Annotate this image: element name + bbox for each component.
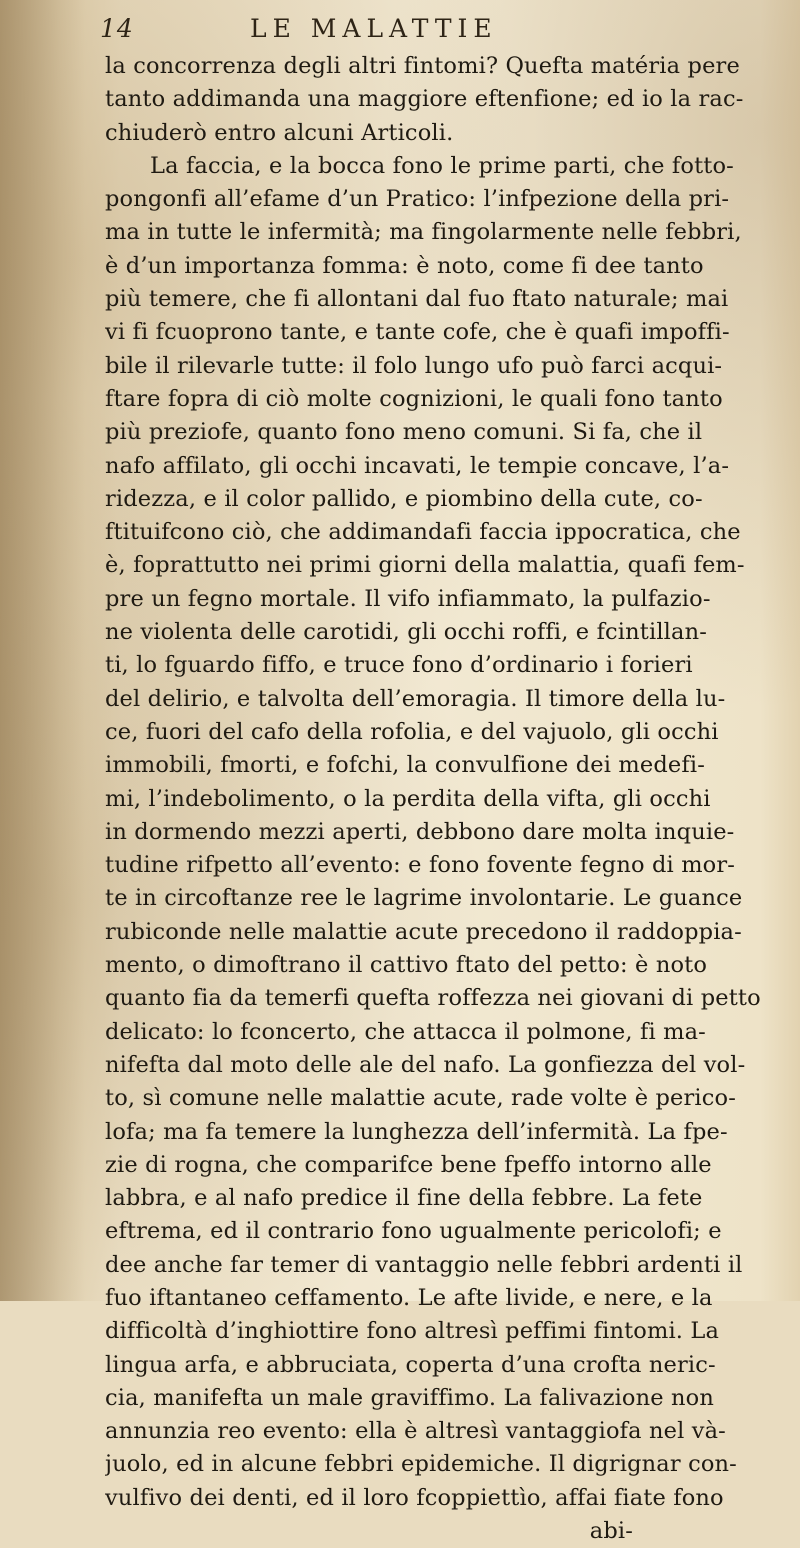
text-line: del delirio, e talvolta dell’emoragia. Il timore della lu- [105, 685, 726, 712]
text-line: juolo, ed in alcune febbri epidemiche. Il digrignar con- [105, 1451, 737, 1478]
text-line: pre un fegno mortale. Il vifo infiammato, la pulfazio- [105, 585, 711, 612]
text-line: dee anche far temer di vantaggio nelle febbri ardenti il [105, 1251, 743, 1278]
text-line: ma in tutte le infermità; ma fingolarmente nelle febbri, [105, 219, 742, 246]
text-line: ti, lo fguardo fiffo, e truce fono d’ordinario i forieri [105, 652, 693, 679]
text-line: ftituifcono ciò, che addimandafi faccia ippocratica, che [105, 519, 741, 546]
text-line: vi fi fcuoprono tante, e tante cofe, che è quafi impoffi- [105, 319, 730, 346]
text-line: fuo iftantaneo ceffamento. Le afte livide, e nere, e la [105, 1284, 713, 1311]
text-line: tanto addimanda una maggiore eftenfione; ed io la rac- [105, 86, 744, 113]
text-line: rubiconde nelle malattie acute precedono il raddoppia- [105, 918, 742, 945]
text-line: ftare fopra di ciò molte cognizioni, le quali fono tanto [105, 385, 723, 412]
text-line: ridezza, e il color pallido, e piombino della cute, co- [105, 485, 703, 512]
text-line: nifefta dal moto delle ale del nafo. La gonfiezza del vol- [105, 1051, 746, 1078]
text-line: immobili, fmorti, e fofchi, la convulfione dei medefi- [105, 752, 705, 779]
text-line: te in circoftanze ree le lagrime involontarie. Le guance [105, 885, 743, 912]
page-edge-stain [0, 0, 85, 1301]
text-line: difficoltà d’inghiottire fono altresì peffimi fintomi. La [105, 1318, 720, 1345]
page-number: 14 [100, 14, 134, 43]
text-line: to, sì comune nelle malattie acute, rade volte è perico- [105, 1085, 736, 1112]
text-line: quanto fia da temerfi quefta roffezza nei giovani di petto [105, 985, 761, 1012]
text-line: delicato: lo fconcerto, che attacca il polmone, fi ma- [105, 1018, 706, 1045]
text-line: chiuderò entro alcuni Articoli. [105, 119, 454, 146]
text-line: vulfivo dei denti, ed il loro fcoppiettìo, affai fiate fono [105, 1484, 724, 1511]
text-line: annunzia reo evento: ella è altresì vantaggiofa nel và- [105, 1418, 726, 1445]
text-line: ce, fuori del cafo della rofolia, e del vajuolo, gli occhi [105, 718, 719, 745]
text-line: è d’un importanza fomma: è noto, come fi dee tanto [105, 252, 704, 279]
text-line: La faccia, e la bocca fono le prime parti, che fotto- [150, 152, 734, 179]
text-line: la concorrenza degli altri fintomi? Quefta matéria pere [105, 53, 740, 79]
text-line: nafo affilato, gli occhi incavati, le tempie concave, l’a- [105, 452, 730, 479]
text-line: bile il rilevarle tutte: il folo lungo ufo può farci acqui- [105, 352, 723, 379]
catchword: abi- [589, 1518, 633, 1545]
text-line: ne violenta delle carotidi, gli occhi roffi, e fcintillan- [105, 619, 707, 646]
running-title: LE MALATTIE [250, 14, 498, 43]
body-text [105, 50, 783, 1548]
text-line: tudine rifpetto all’evento: e fono fovente fegno di mor- [105, 852, 736, 879]
text-line: più temere, che fi allontani dal fuo ftato naturale; mai [105, 286, 729, 313]
text-line: pongonfi all’efame d’un Pratico: l’infpezione della pri- [105, 186, 730, 213]
text-line: in dormendo mezzi aperti, debbono dare molta inquie- [105, 818, 735, 845]
text-line: lofa; ma fa temere la lunghezza dell’infermità. La fpe- [105, 1118, 728, 1145]
text-line: lingua arfa, e abbruciata, coperta d’una crofta neric- [105, 1351, 716, 1378]
text-line: eftrema, ed il contrario fono ugualmente pericolofi; e [105, 1218, 722, 1245]
text-line: zie di rogna, che comparifce bene fpeffo intorno alle [105, 1151, 712, 1178]
page-header [100, 14, 620, 48]
text-line: mi, l’indebolimento, o la perdita della vifta, gli occhi [105, 785, 711, 812]
text-line: mento, o dimoftrano il cattivo ftato del petto: è noto [105, 952, 708, 979]
text-line: labbra, e al nafo predice il fine della febbre. La fete [105, 1185, 703, 1212]
text-line: più preziofe, quanto fono meno comuni. Si fa, che il [105, 419, 703, 446]
text-line: cia, manifefta un male graviffimo. La falivazione non [105, 1384, 715, 1411]
text-line: è, foprattutto nei primi giorni della malattia, quafi fem- [105, 552, 745, 579]
